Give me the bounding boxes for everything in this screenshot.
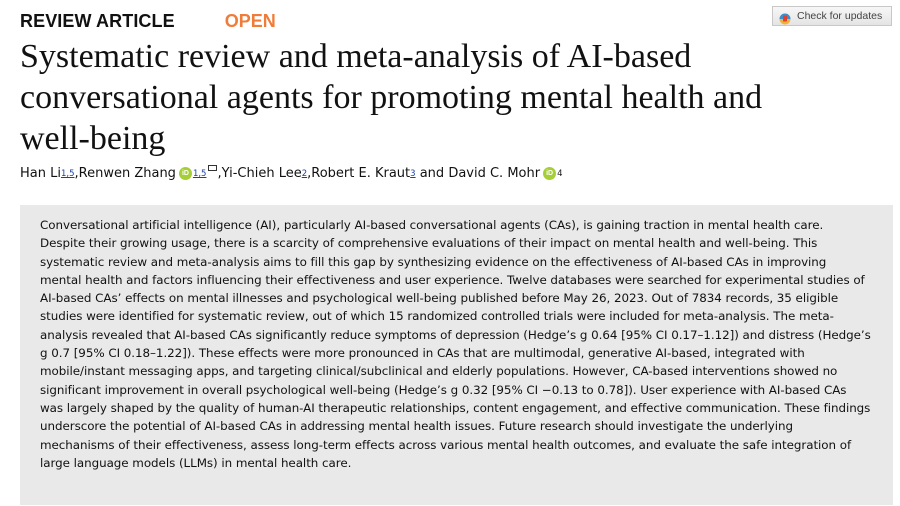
- open-access-badge: OPEN: [224, 10, 276, 31]
- article-header: [20, 9, 276, 33]
- email-icon[interactable]: [208, 165, 217, 171]
- orcid-icon[interactable]: iD: [179, 167, 192, 180]
- check-for-updates-button[interactable]: [772, 6, 892, 26]
- article-title: Systematic review and meta-analysis of AI-based conversational agents for promoting mental health and well-being: [20, 38, 763, 157]
- separator: ,: [307, 166, 312, 181]
- check-for-updates-label: Check for updates: [797, 10, 883, 22]
- author-name[interactable]: Han Li: [20, 166, 61, 181]
- author-name[interactable]: Renwen Zhang: [78, 166, 176, 181]
- abstract-box: [20, 205, 893, 505]
- separator: and: [415, 166, 449, 181]
- crossmark-icon: [779, 10, 791, 22]
- orcid-icon[interactable]: iD: [543, 167, 556, 180]
- author-list: Han Li 1,5 , Renwen Zhang iD 1,5 , Yi-Chieh Lee 2 , Robert E. Kraut 3 and David C. Mohr iD 4: [20, 166, 563, 181]
- separator: ,: [74, 166, 79, 181]
- author-name[interactable]: Yi-Chieh Lee: [221, 166, 302, 181]
- author-name[interactable]: Robert E. Kraut: [311, 166, 411, 181]
- abstract-text: Conversational artificial intelligence (AI), particularly AI-based conversational agents (CAs), is gaining traction in mental health care. Despite their growing usage, there is a scarcity of comprehensive evaluations of their impact on mental health and well-being. This systematic review and meta-analysis aims to fill this gap by synthesizing evidence on the effectiveness of AI-based CAs in improving mental health and factors influencing their effectiveness and user experience. Twelve databases were searched for experimental studies of AI-based CAs’ effects on mental illnesses and psychological well-being published before May 26, 2023. Out of 7834 records, 35 eligible studies were identified for systematic review, out of which 15 randomized controlled trials were included for meta-analysis. The meta-analysis revealed that AI-based CAs significantly reduce symptoms of depression (Hedge’s g 0.64 [95% CI 0.17–1.12]) and distress (Hedge’s g 0.7 [95% CI 0.18–1.22]). These effects were more pronounced in CAs that are multimodal, generative AI-based, integrated with mobile/instant messaging apps, and targeting clinical/subclinical and elderly populations. However, CA-based interventions showed no significant improvement in overall psychological well-being (Hedge’s g 0.32 [95% CI −0.13 to 0.78]). User experience with AI-based CAs was largely shaped by the quality of human-AI therapeutic relationships, content engagement, and effective communication. These findings underscore the potential of AI-based CAs in addressing mental health issues. Future research should investigate the underlying mechanisms of their effectiveness, assess long-term effects across various mental health outcomes, and evaluate the safe integration of large language models (LLMs) in mental health care.: [40, 218, 871, 470]
- article-type-label: REVIEW ARTICLE: [20, 10, 175, 31]
- separator: ,: [217, 166, 222, 181]
- author-name[interactable]: David C. Mohr: [448, 166, 541, 181]
